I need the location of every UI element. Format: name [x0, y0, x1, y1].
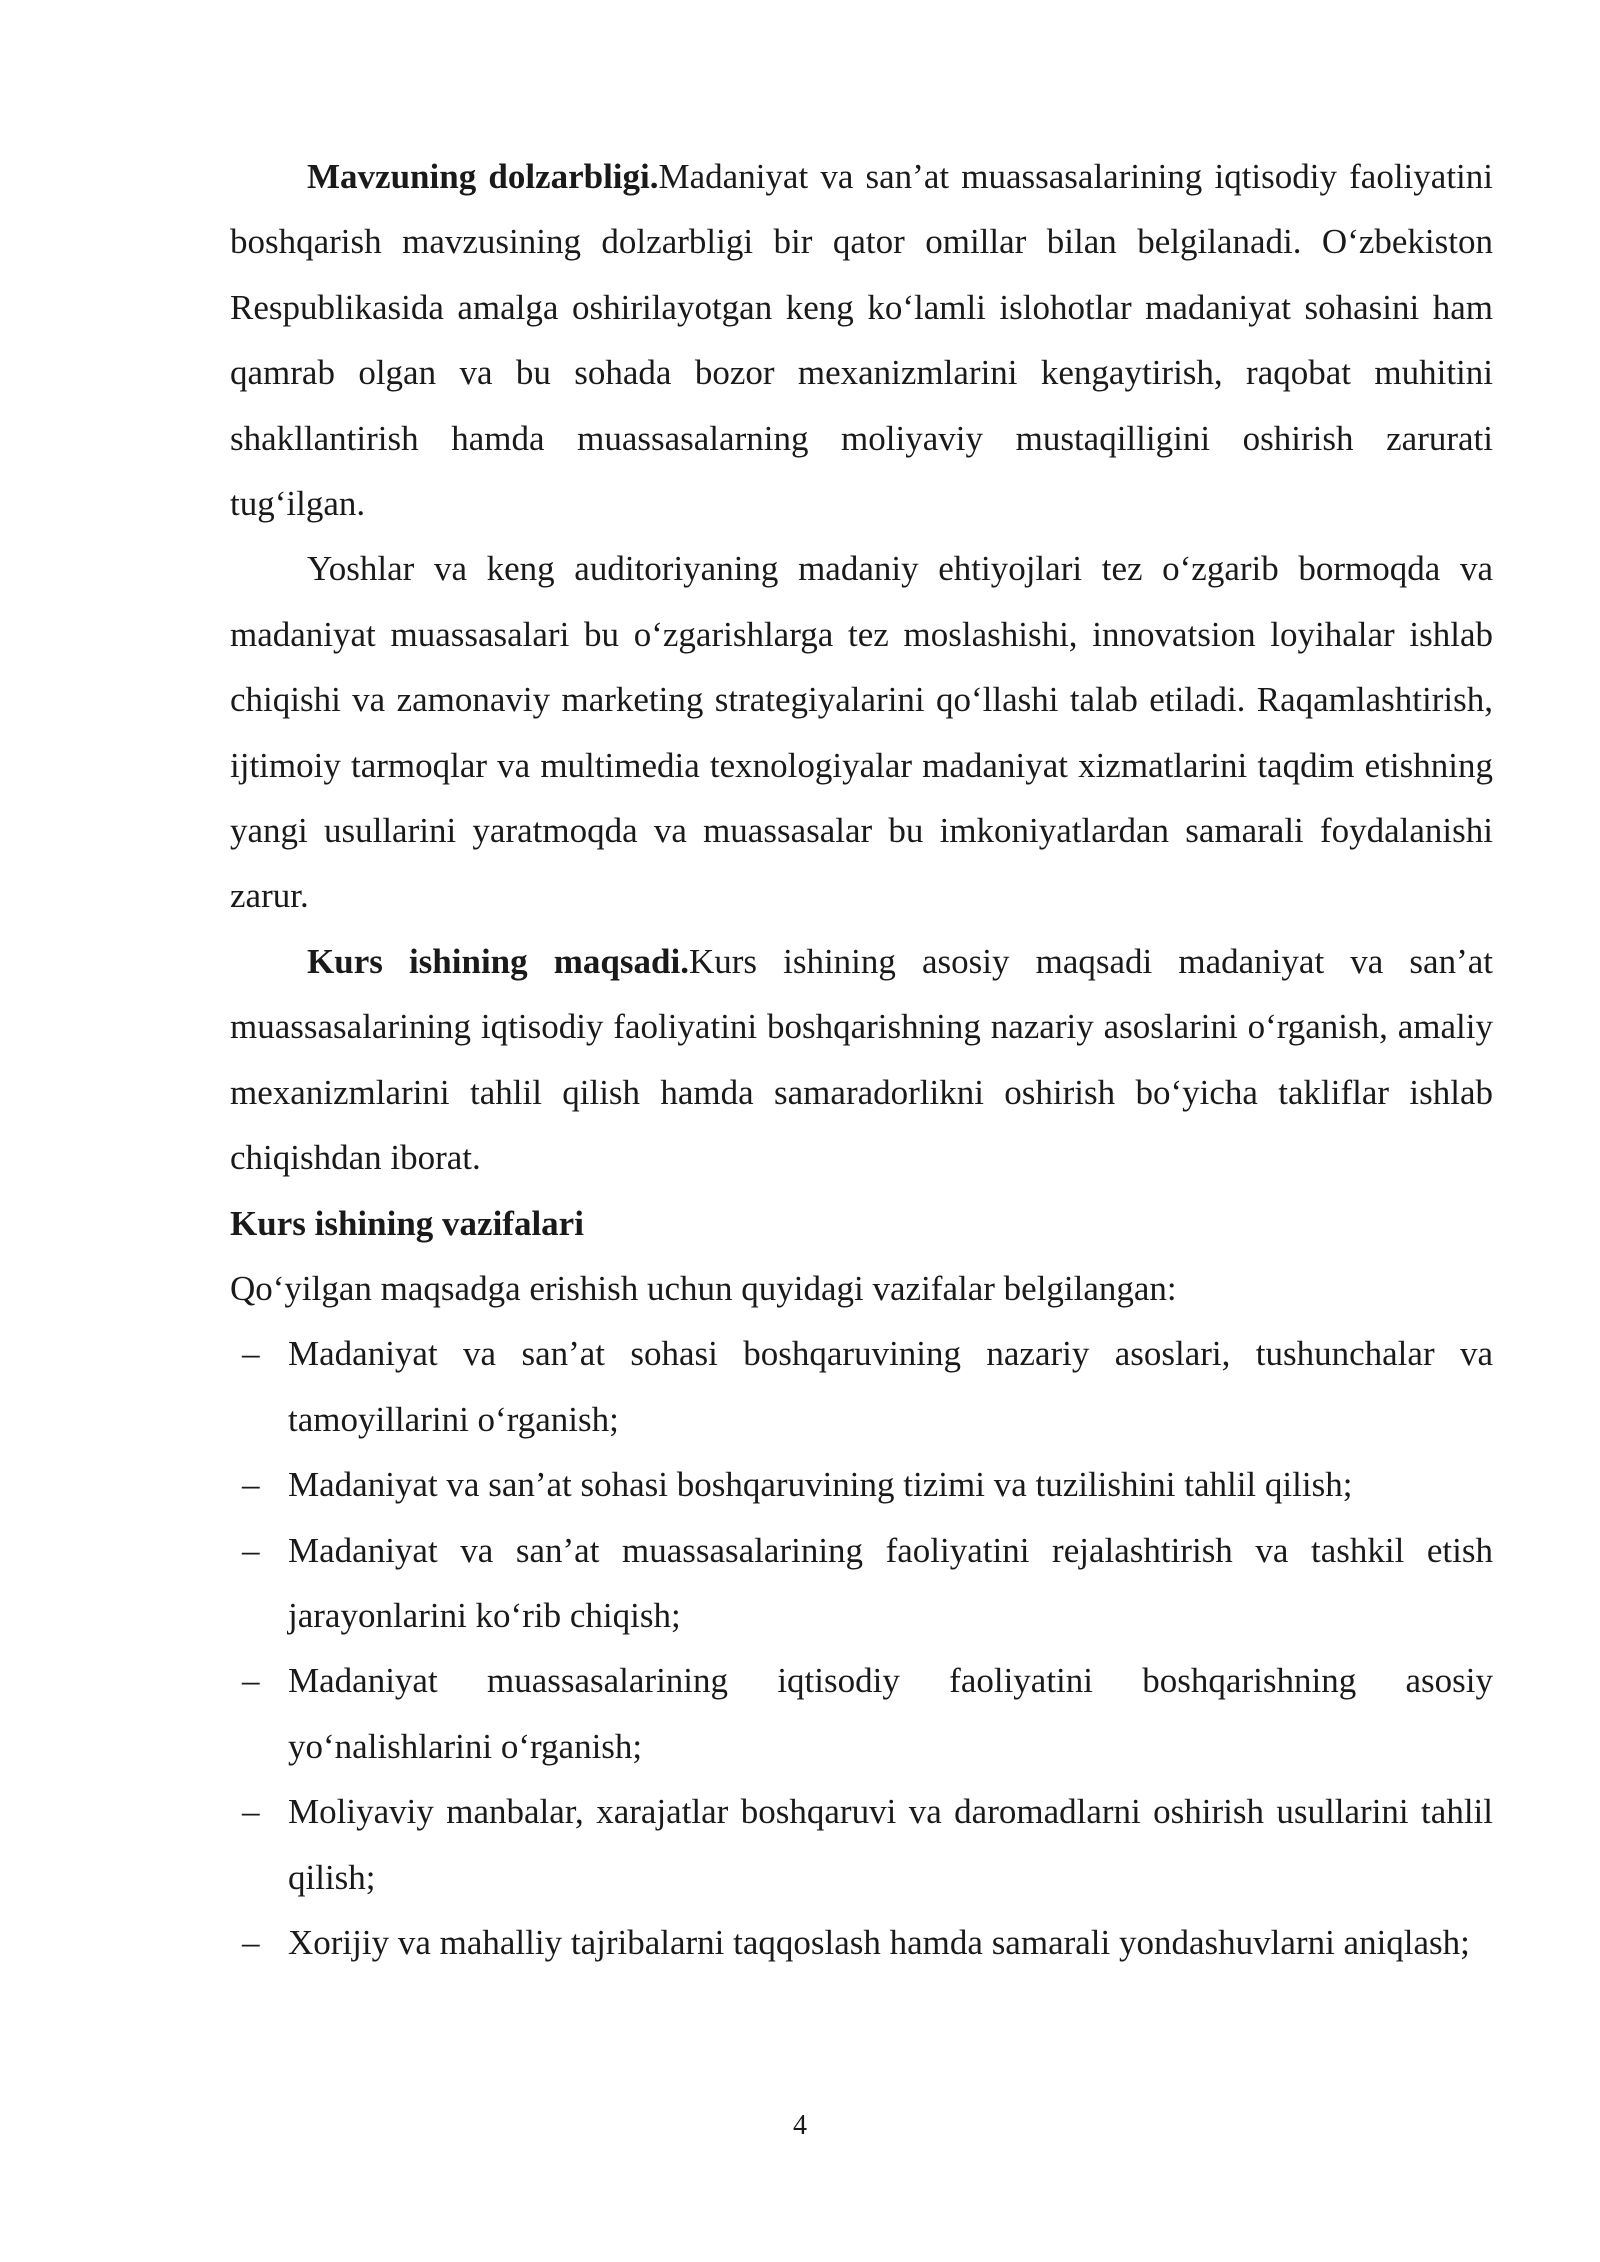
dash-bullet-icon: – — [242, 1792, 260, 1832]
list-item-text: Madaniyat va san’at muassasalarining faoliyatini rejalashtirish va tashkil etish jarayonlarini ko‘rib chiqish; — [288, 1530, 1493, 1635]
dash-bullet-icon: – — [242, 1922, 260, 1962]
document-page — [230, 144, 1493, 1975]
dash-bullet-icon: – — [242, 1465, 260, 1505]
goal-label: Kurs ishining maqsadi. — [307, 941, 689, 981]
needs-paragraph: Yoshlar va keng auditoriyaning madaniy ehtiyojlari tez o‘zgarib bormoqda va madaniyat muassasalari bu o‘zgarishlarga tez moslashishi, innovatsion loyihalar ishlab chiqishi va zamonaviy marketing strategiyalarini qo‘llashi talab etiladi. Raqamlashtirish, ijtimoiy tarmoqlar va multimedia texnologiyalar madaniyat xizmatlarini taqdim etishning yangi usullarini yaratmoqda va muassasalar bu imkoniyatlardan samarali foydalanishi zarur. — [230, 549, 1493, 916]
dash-bullet-icon: – — [242, 1530, 260, 1570]
list-item — [230, 1910, 1493, 1975]
goal-text: Kurs ishining asosiy maqsadi madaniyat va san’at muassasalarining iqtisodiy faoliyatini boshqarishning nazariy asoslarini o‘rganish, amaliy mexanizmlarini tahlil qilish hamda samaradorlikni oshirish bo‘yicha takliflar ishlab chiqishdan iborat. — [230, 941, 1493, 1178]
relevance-label: Mavzuning dolzarbligi. — [307, 157, 659, 196]
relevance-paragraph — [230, 144, 1493, 536]
dash-bullet-icon: – — [242, 1661, 260, 1701]
list-item — [230, 1452, 1493, 1517]
tasks-list — [230, 1321, 1493, 1975]
list-item-text: Madaniyat va san’at sohasi boshqaruvining nazariy asoslari, tushunchalar va tamoyillarini o‘rganish; — [288, 1334, 1493, 1439]
relevance-text: Madaniyat va san’at muassasalarining iqtisodiy faoliyatini boshqarish mavzusining dolzarbligi bir qator omillar bilan belgilanadi. O‘zbekiston Respublikasida amalga oshirilayotgan keng ko‘lamli islohotlar madaniyat sohasini ham qamrab olgan va bu sohada bozor mexanizmlarini kengaytirish, raqobat muhitini shakllantirish hamda muassasalarning moliyaviy mustaqilligini oshirish zarurati tug‘ilgan. — [230, 157, 1493, 524]
list-item-text: Madaniyat va san’at sohasi boshqaruvining tizimi va tuzilishini tahlil qilish; — [288, 1465, 1353, 1505]
page-number: 4 — [793, 2110, 807, 2141]
dash-bullet-icon: – — [242, 1334, 260, 1374]
list-item — [230, 1518, 1493, 1649]
list-item — [230, 1321, 1493, 1452]
tasks-intro: Qo‘yilgan maqsadga erishish uchun quyidagi vazifalar belgilangan: — [230, 1268, 1177, 1308]
tasks-heading: Kurs ishining vazifalari — [230, 1203, 584, 1243]
goal-paragraph — [230, 929, 1493, 1191]
list-item-text: Moliyaviy manbalar, xarajatlar boshqaruvi va daromadlarni oshirish usullarini tahlil qilish; — [288, 1792, 1493, 1897]
list-item — [230, 1779, 1493, 1910]
list-item-text: Xorijiy va mahalliy tajribalarni taqqoslash hamda samarali yondashuvlarni aniqlash; — [288, 1922, 1470, 1962]
list-item-text: Madaniyat muassasalarining iqtisodiy faoliyatini boshqarishning asosiy yo‘nalishlarini o‘rganish; — [288, 1661, 1493, 1766]
list-item — [230, 1648, 1493, 1779]
